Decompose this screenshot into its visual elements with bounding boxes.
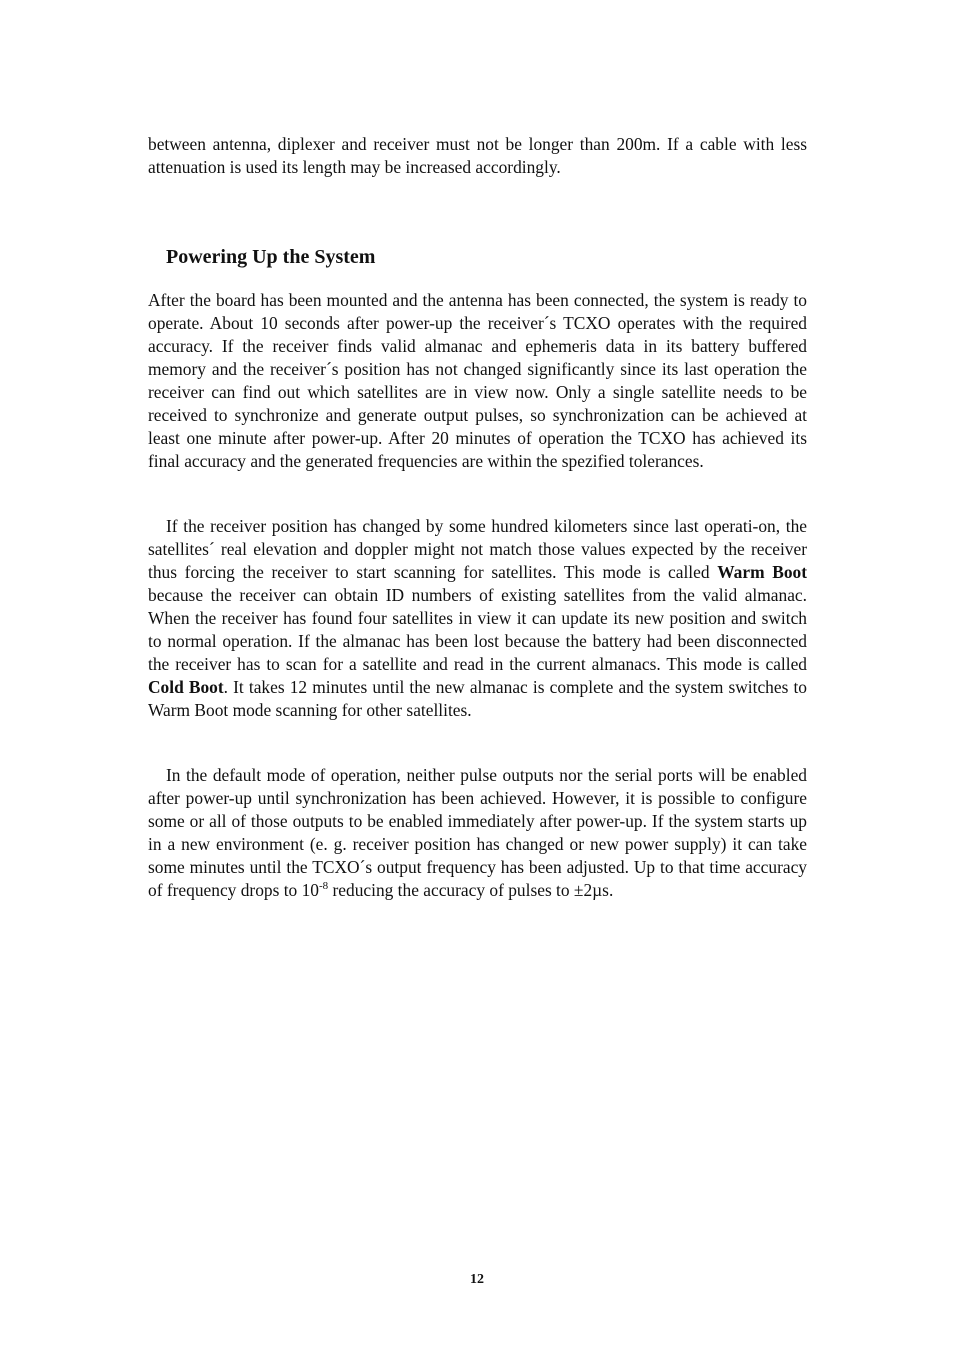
page-number: 12: [470, 1272, 484, 1287]
body-paragraph-3: [148, 764, 807, 902]
paragraph-3-text-2: reducing the accuracy of pulses to ±2µs.: [328, 880, 614, 900]
section-heading: Powering Up the System: [166, 246, 376, 268]
intro-paragraph: between antenna, diplexer and receiver must not be longer than 200m. If a cable with less attenuation is used its length may be increased accordingly.: [148, 134, 807, 177]
body-paragraph-2: [148, 515, 807, 722]
paragraph-2-text-3: . It takes 12 minutes until the new almanac is complete and the system switches to Warm Boot mode scanning for other satellites.: [148, 677, 807, 720]
paragraph-2-text-2: because the receiver can obtain ID numbers of existing satellites from the valid almanac. When the receiver has found four satellites in view it can update its new position and switch to normal operation. If the almanac has been lost because the battery had been disconnected the receiver has to scan for a satellite and read in the current almanacs. This mode is called: [148, 585, 807, 674]
cold-boot-term: Cold Boot: [148, 677, 224, 697]
warm-boot-term: Warm Boot: [717, 562, 807, 582]
paragraph-3-text-1: In the default mode of operation, neither pulse outputs nor the serial ports will be enabled after power-up until synchronization has been achieved. However, it is possible to configure some or all of those outputs to be enabled immediately after power-up. If the system starts up in a new environment (e. g. receiver position has changed or new power supply) it can take some minutes until the TCXO´s output frequency has been adjusted. Up to that time accuracy of frequency drops to 10: [148, 765, 807, 900]
paragraph-2-text-1: If the receiver position has changed by some hundred kilometers since last operati-on, the satellites´ real elevation and doppler might not match those values expected by the receiver thus forcing the receiver to start scanning for satellites. This mode is called: [148, 516, 807, 582]
body-paragraph-1: After the board has been mounted and the antenna has been connected, the system is ready to operate. About 10 seconds after power-up the receiver´s TCXO operates with the required accuracy. If the receiver finds valid almanac and ephemeris data in its battery buffered memory and the receiver´s position has not changed significantly since its last operation the receiver can find out which satellites are in view now. Only a single satellite needs to be received to synchronize and generate output pulses, so synchronization can be achieved at least one minute after power-up. After 20 minutes of operation the TCXO has achieved its final accuracy and the generated frequencies are within the spezified tolerances.: [148, 290, 807, 471]
frequency-exponent: -8: [318, 880, 329, 893]
